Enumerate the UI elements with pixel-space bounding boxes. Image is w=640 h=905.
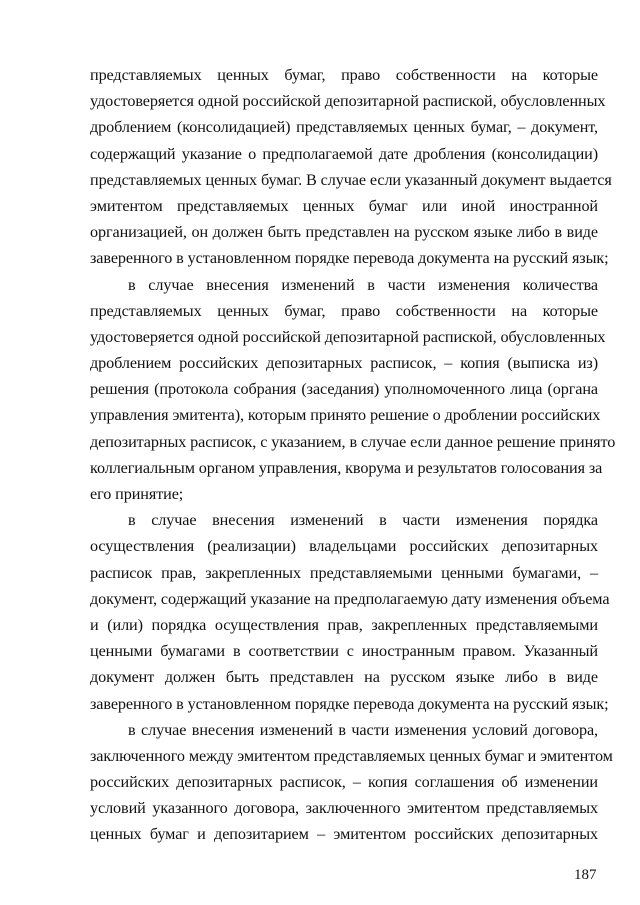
page-number: 187 (574, 867, 597, 883)
text-line: содержащий указание о предполагаемой дате дробления (консолидации) (90, 144, 598, 163)
text-line: ценными бумагами в соответствии с иностранным правом. Указанный (90, 642, 598, 661)
text-line: дроблением российских депозитарных расписок, – копия (выписка из) (90, 354, 598, 373)
text-line: депозитарных расписок, с указанием, в случае если данное решение принято (90, 432, 616, 451)
text-line: удостоверяется одной российской депозитарной распиской, обусловленных (90, 92, 606, 111)
text-line: документ должен быть представлен на русском языке либо в виде (90, 668, 598, 687)
text-line: дроблением (консолидацией) представляемых ценных бумаг, – документ, (90, 118, 598, 137)
text-line: российских депозитарных расписок, – копия соглашения об изменении (90, 773, 598, 792)
text-line: условий указанного договора, заключенного эмитентом представляемых (90, 799, 598, 818)
text-line: расписок прав, закрепленных представляемыми ценными бумагами, – (90, 563, 598, 582)
text-line: заключенного между эмитентом представляемых ценных бумаг и эмитентом (90, 746, 613, 765)
text-line: ценных бумаг и депозитарием – эмитентом российских депозитарных (90, 825, 598, 844)
text-line: удостоверяется одной российской депозитарной распиской, обусловленных (90, 327, 606, 346)
text-line: организацией, он должен быть представлен на русском языке либо в виде (90, 223, 598, 242)
text-line: представляемых ценных бумаг, право собственности на которые (90, 66, 598, 84)
text-line: коллегиальным органом управления, кворума и результатов голосования за (90, 458, 603, 477)
paragraph (90, 507, 610, 717)
text-line: его принятие; (90, 485, 184, 503)
text-line: представляемых ценных бумаг. В случае если указанный документ выдается (90, 170, 612, 189)
paragraph (90, 272, 616, 508)
document-body (90, 62, 616, 848)
text-line: документ, содержащий указание на предполагаемую дату изменения объема (90, 589, 610, 608)
text-line: решения (протокола собрания (заседания) уполномоченного лица (органа (90, 380, 598, 399)
text-line: и (или) порядка осуществления прав, закрепленных представляемыми (90, 615, 598, 634)
text-line: заверенного в установленном порядке перевода документа на русский язык; (90, 694, 609, 713)
text-line: в случае внесения изменений в части изменения порядка (128, 511, 598, 530)
paragraph (90, 717, 613, 848)
text-line: осуществления (реализации) владельцами российских депозитарных (90, 537, 598, 556)
text-line: в случае внесения изменений в части изменения количества (128, 275, 598, 294)
paragraph (90, 62, 612, 272)
text-line: в случае внесения изменений в части изменения условий договора, (128, 720, 598, 739)
text-line: представляемых ценных бумаг, право собственности на которые (90, 301, 598, 320)
text-line: управления эмитента), которым принято решение о дроблении российских (90, 406, 601, 425)
text-line: эмитентом представляемых ценных бумаг или иной иностранной (90, 196, 598, 215)
text-line: заверенного в установленном порядке перевода документа на русский язык; (90, 249, 609, 268)
